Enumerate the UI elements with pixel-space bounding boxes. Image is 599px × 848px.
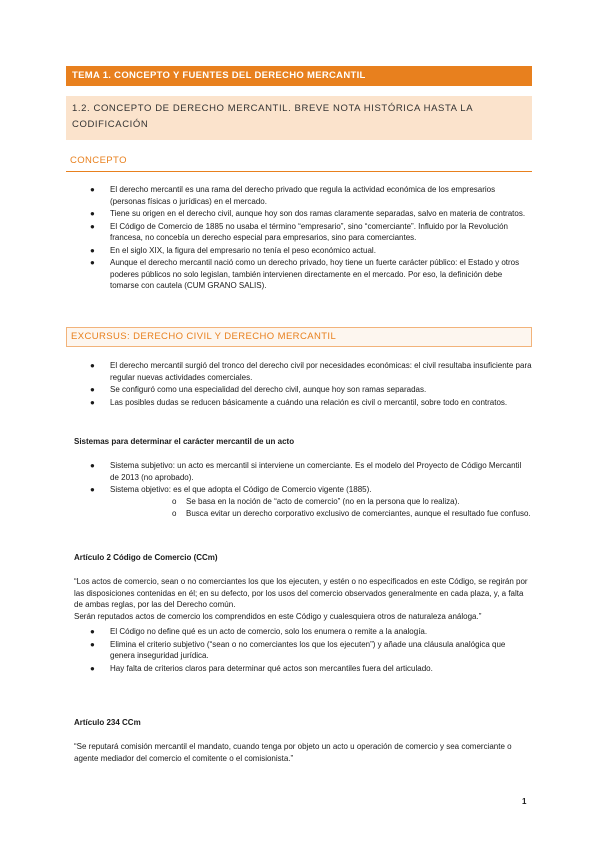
list-item: ● Hay falta de criterios claros para determinar qué actos son mercantiles fuera del articulado. xyxy=(90,663,433,673)
bullet-icon: ● xyxy=(90,627,95,636)
list-item: ● El derecho mercantil surgió del tronco del derecho civil por necesidades económicas: el civil resultaba insuficiente para regular nuevas actividades comerciales. xyxy=(90,361,532,382)
bullet-icon: ● xyxy=(90,485,95,494)
chapter-title: TEMA 1. CONCEPTO Y FUENTES DEL DERECHO MERCANTIL xyxy=(66,66,532,86)
list-item: ● Aunque el derecho mercantil nació como un derecho privado, hoy tiene un fuerte carácter público: el Estado y otros poderes públicos no solo legislan, también intervienen directamente en el mercado. Por eso, la definición debe tomarse con cautela (CUM GRANO SALIS). xyxy=(90,258,520,290)
list-item: ● Tiene su origen en el derecho civil, aunque hoy son dos ramas claramente separadas, salvo en materia de contratos. xyxy=(90,209,526,218)
circle-bullet-icon: o xyxy=(172,509,177,518)
list-item: ● Se configuró como una especialidad del derecho civil, aunque hoy son ramas separadas. xyxy=(90,385,427,394)
bullet-icon: ● xyxy=(90,258,95,267)
list-item: ● Sistema subjetivo: un acto es mercantil si interviene un comerciante. Es el modelo del Proyecto de Código Mercantil de 2013 (no aprobado). xyxy=(90,461,522,482)
art2-list xyxy=(66,626,532,675)
bullet-icon: ● xyxy=(90,209,95,218)
bullet-icon: ● xyxy=(90,221,95,231)
bullet-icon: ● xyxy=(90,663,95,673)
art2-quote: “Los actos de comercio, sean o no comerciantes los que los ejecuten, y estén o no especificados en este Código, se regirán por las disposiciones contenidas en él; en su defecto, por los usos del comercio observados generalmente en cada plaza, y, a falta de ambas reglas, por las del Derecho común. Serán reputados actos de comercio los comprendidos en este Código y cualesquiera otros de naturaleza análoga.” xyxy=(74,577,528,621)
page-number: 1 xyxy=(522,797,527,806)
sub-list-item: o Busca evitar un derecho corporativo exclusivo de comerciantes, aunque el resultado fue confuso. xyxy=(172,509,531,518)
list-item: ● El Código de Comercio de 1885 no usaba el término “empresario”, sino “comerciante”. Influido por la Revolución francesa, no concebía un derecho especial para empresarios, sino para comerciantes. xyxy=(90,221,508,242)
concepto-heading: CONCEPTO xyxy=(66,152,532,172)
bullet-icon: ● xyxy=(90,185,95,194)
excursus-heading: EXCURSUS: DERECHO CIVIL Y DERECHO MERCANTIL xyxy=(66,327,532,347)
bullet-icon: ● xyxy=(90,461,95,470)
bullet-icon: ● xyxy=(90,245,95,255)
art234-heading: Artículo 234 CCm xyxy=(74,718,141,727)
concepto-list xyxy=(66,184,532,293)
list-item: ● Sistema objetivo: es el que adopta el Código de Comercio vigente (1885). o Se basa en la noción de “acto de comercio” (no en la persona que lo realiza). o Busca evitar un derecho corporativo exclusivo de comerciantes, aunque el resultado fue confuso. xyxy=(90,485,531,518)
bullet-icon: ● xyxy=(90,385,95,394)
list-item: ● El derecho mercantil es una rama del derecho privado que regula la actividad económica de los empresarios (personas físicas o jurídicas) en el mercado. xyxy=(90,185,496,206)
art2-heading: Artículo 2 Código de Comercio (CCm) xyxy=(74,553,218,562)
bullet-icon: ● xyxy=(90,639,95,649)
circle-bullet-icon: o xyxy=(172,496,177,506)
sistemas-list xyxy=(66,460,532,521)
sistemas-heading: Sistemas para determinar el carácter mercantil de un acto xyxy=(74,437,295,446)
list-item: ● El Código no define qué es un acto de comercio, solo los enumera o remite a la analogía. xyxy=(90,627,428,636)
objetivo-sublist xyxy=(110,496,532,520)
list-item: ● Elimina el criterio subjetivo (“sean o no comerciantes los que los ejecuten”) y añade una cláusula analógica que genera inseguridad jurídica. xyxy=(90,639,506,660)
art234-quote: “Se reputará comisión mercantil el mandato, cuando tenga por objeto un acto u operación de comercio y sea comerciante o agente mediador del comercio el comitente o el comisionista.” xyxy=(74,742,512,763)
sub-list-item: o Se basa en la noción de “acto de comercio” (no en la persona que lo realiza). xyxy=(172,496,460,506)
list-item: ● En el siglo XIX, la figura del empresario no tenía el peso económico actual. xyxy=(90,245,376,255)
excursus-list xyxy=(66,360,532,409)
section-subtitle: 1.2. CONCEPTO DE DERECHO MERCANTIL. BREVE NOTA HISTÓRICA HASTA LA CODIFICACIÓN xyxy=(66,96,532,140)
bullet-icon: ● xyxy=(90,397,95,407)
bullet-icon: ● xyxy=(90,361,95,370)
list-item: ● Las posibles dudas se reducen básicamente a cuándo una relación es civil o mercantil, sobre todo en contratos. xyxy=(90,397,508,407)
